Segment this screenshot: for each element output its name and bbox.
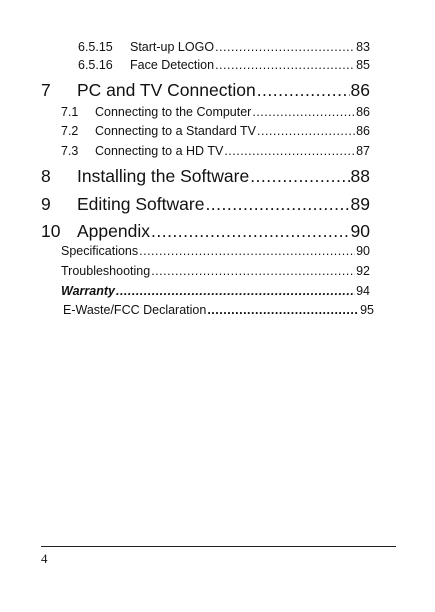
toc-title: Specifications [61,244,139,258]
toc-entry-ewaste-fcc[interactable] [63,303,374,317]
toc-leader [252,105,355,119]
toc-page: 90 [350,221,370,241]
toc-leader [207,303,359,317]
toc-page: 90 [356,244,370,258]
toc-title: Installing the Software [77,166,250,186]
toc-number: 7.2 [61,124,79,138]
toc-page: 94 [356,284,370,298]
toc-entry-connecting-computer[interactable] [61,105,370,119]
toc-page: 85 [356,58,370,72]
toc-title: Face Detection [130,58,215,72]
toc-entry-warranty[interactable] [61,284,370,298]
toc-entry-installing-software[interactable] [41,166,370,187]
toc-number: 6.5.16 [78,58,113,72]
toc-leader [250,166,349,187]
toc-page: 86 [356,124,370,138]
page-number: 4 [41,551,48,566]
toc-number: 10 [41,221,61,241]
toc-number: 9 [41,194,51,214]
footer-divider [41,546,396,547]
toc-number: 7.1 [61,105,79,119]
toc-entry-face-detection[interactable] [78,58,370,72]
toc-number: 8 [41,166,51,186]
toc-leader [139,244,355,258]
toc-page: 88 [350,166,370,186]
toc-number: 7 [41,80,51,100]
toc-leader [151,221,350,242]
toc-leader [215,58,355,72]
toc-entry-specifications[interactable] [61,244,370,258]
toc-entry-appendix[interactable] [41,221,370,242]
toc-page: 92 [356,264,370,278]
toc-leader [205,194,349,215]
toc-entry-connecting-hd-tv[interactable] [61,144,370,158]
toc-number: 7.3 [61,144,79,158]
toc-title: Connecting to a Standard TV [95,124,256,138]
toc-title: PC and TV Connection [77,80,256,100]
toc-title: E-Waste/FCC Declaration [63,303,207,317]
toc-leader [151,264,355,278]
toc-leader [224,144,355,158]
toc-entry-start-up-logo[interactable] [78,40,370,54]
toc-title: Editing Software [77,194,205,214]
toc-page: 95 [360,303,374,317]
toc-title: Warranty [61,284,115,298]
toc-title: Appendix [77,221,150,241]
toc-page: 83 [356,40,370,54]
toc-leader [116,284,355,298]
toc-entry-connecting-standard-tv[interactable] [61,124,370,138]
toc-number: 6.5.15 [78,40,113,54]
toc-page: 86 [350,80,370,100]
toc-leader [257,124,355,138]
toc-title: Connecting to the Computer [95,105,252,119]
toc-leader [215,40,355,54]
toc-title: Troubleshooting [61,264,151,278]
toc-title: Connecting to a HD TV [95,144,224,158]
toc-entry-troubleshooting[interactable] [61,264,370,278]
toc-entry-editing-software[interactable] [41,194,370,215]
toc-leader [257,80,350,101]
toc-page: 89 [350,194,370,214]
toc-page: 87 [356,144,370,158]
toc-title: Start-up LOGO [130,40,215,54]
toc-entry-pc-tv-connection[interactable] [41,80,370,101]
toc-page: 86 [356,105,370,119]
